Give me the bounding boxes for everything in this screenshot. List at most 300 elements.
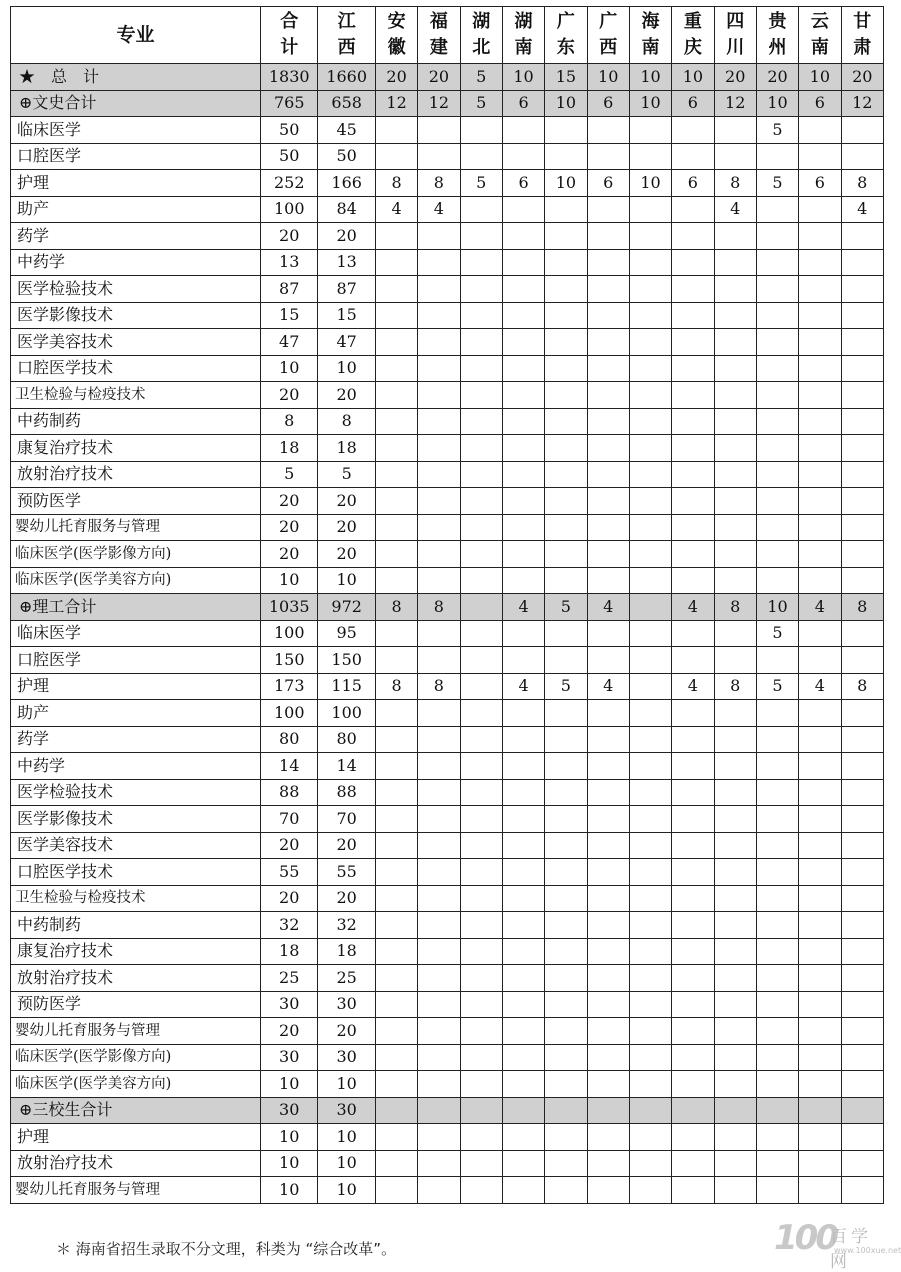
quota-cell (799, 567, 841, 594)
table-row (11, 806, 884, 833)
quota-cell: 50 (261, 143, 318, 170)
quota-cell (545, 1177, 587, 1204)
quota-cell (629, 938, 671, 965)
quota-cell (502, 1097, 544, 1124)
table-row (11, 435, 884, 462)
quota-cell (714, 1150, 756, 1177)
quota-cell: 10 (318, 567, 375, 594)
quota-cell (672, 276, 714, 303)
quota-cell (375, 1150, 417, 1177)
table-row (11, 938, 884, 965)
quota-cell (714, 223, 756, 250)
quota-cell: 5 (756, 620, 798, 647)
quota-cell (799, 1097, 841, 1124)
quota-cell (841, 806, 883, 833)
quota-cell (502, 408, 544, 435)
quota-cell (545, 1097, 587, 1124)
quota-cell (629, 832, 671, 859)
quota-cell: 8 (418, 673, 460, 700)
quota-cell (418, 1018, 460, 1045)
quota-cell (799, 991, 841, 1018)
quota-cell: 15 (545, 64, 587, 91)
quota-cell (756, 912, 798, 939)
quota-cell: 658 (318, 90, 375, 117)
quota-cell (799, 541, 841, 568)
quota-cell (418, 1044, 460, 1071)
quota-cell (375, 1124, 417, 1151)
quota-cell (714, 461, 756, 488)
quota-cell (756, 1097, 798, 1124)
quota-cell: 166 (318, 170, 375, 197)
quota-cell (799, 965, 841, 992)
quota-cell (460, 1177, 502, 1204)
quota-cell (587, 541, 629, 568)
quota-cell (841, 620, 883, 647)
quota-cell (545, 991, 587, 1018)
header-col-11 (756, 7, 798, 64)
quota-cell: 8 (418, 594, 460, 621)
quota-cell: 5 (318, 461, 375, 488)
quota-cell: 10 (318, 1071, 375, 1098)
quota-cell (418, 832, 460, 859)
header-col-10 (714, 7, 756, 64)
quota-cell (545, 408, 587, 435)
table-header-row (11, 7, 884, 64)
quota-cell: 4 (375, 196, 417, 223)
quota-cell (502, 302, 544, 329)
quota-cell (629, 143, 671, 170)
header-col-9 (672, 7, 714, 64)
quota-cell: 18 (261, 938, 318, 965)
quota-cell (545, 620, 587, 647)
quota-cell (545, 435, 587, 462)
major-name: 医学美容技术 (11, 329, 261, 356)
quota-cell: 20 (318, 488, 375, 515)
quota-cell (587, 1177, 629, 1204)
quota-cell (799, 382, 841, 409)
quota-cell (672, 196, 714, 223)
quota-cell (587, 276, 629, 303)
quota-cell (587, 329, 629, 356)
quota-cell (460, 885, 502, 912)
quota-cell (672, 859, 714, 886)
quota-cell: 10 (502, 64, 544, 91)
quota-cell (587, 1018, 629, 1045)
quota-cell: 8 (418, 170, 460, 197)
quota-cell (418, 382, 460, 409)
header-col-char: 四 (726, 11, 745, 32)
quota-cell: 972 (318, 594, 375, 621)
quota-cell (460, 355, 502, 382)
header-col-char: 云 (810, 11, 829, 32)
subtotal-row (11, 64, 884, 91)
quota-cell (502, 991, 544, 1018)
quota-cell (587, 302, 629, 329)
quota-cell (418, 461, 460, 488)
quota-cell (714, 302, 756, 329)
quota-cell (502, 382, 544, 409)
quota-cell (545, 938, 587, 965)
quota-cell (418, 912, 460, 939)
quota-cell (375, 753, 417, 780)
quota-cell: 150 (261, 647, 318, 674)
watermark-name: 百学网 (830, 1227, 872, 1272)
quota-cell (460, 276, 502, 303)
quota-cell (629, 620, 671, 647)
quota-cell (629, 859, 671, 886)
table-row (11, 567, 884, 594)
quota-cell (714, 567, 756, 594)
quota-cell (629, 753, 671, 780)
quota-cell (714, 514, 756, 541)
quota-cell: 5 (460, 170, 502, 197)
table-row (11, 753, 884, 780)
header-major: 专业 (11, 7, 261, 64)
table-row (11, 329, 884, 356)
quota-cell (841, 276, 883, 303)
quota-cell (629, 329, 671, 356)
quota-cell (460, 488, 502, 515)
major-name: 预防医学 (11, 991, 261, 1018)
quota-cell (418, 302, 460, 329)
watermark-logo (772, 1218, 901, 1272)
quota-cell (587, 912, 629, 939)
quota-cell (629, 117, 671, 144)
quota-cell (799, 1124, 841, 1151)
quota-cell (502, 647, 544, 674)
quota-cell (672, 117, 714, 144)
quota-cell (502, 938, 544, 965)
table-row (11, 1177, 884, 1204)
major-name: 医学影像技术 (11, 302, 261, 329)
quota-cell (460, 594, 502, 621)
quota-cell (756, 779, 798, 806)
major-name: 护理 (11, 1124, 261, 1151)
table-row (11, 991, 884, 1018)
quota-cell (756, 1018, 798, 1045)
quota-cell: 10 (261, 1177, 318, 1204)
quota-cell (587, 1150, 629, 1177)
major-name: 放射治疗技术 (11, 965, 261, 992)
quota-cell (418, 1071, 460, 1098)
quota-cell (629, 408, 671, 435)
quota-cell (502, 965, 544, 992)
quota-cell (460, 991, 502, 1018)
quota-cell (756, 965, 798, 992)
quota-cell (587, 408, 629, 435)
quota-cell (545, 541, 587, 568)
quota-cell (502, 329, 544, 356)
quota-cell: 20 (318, 223, 375, 250)
major-name: 口腔医学技术 (11, 859, 261, 886)
quota-cell: 4 (502, 673, 544, 700)
quota-cell: 47 (261, 329, 318, 356)
quota-cell (375, 1071, 417, 1098)
quota-cell (629, 196, 671, 223)
quota-cell (375, 488, 417, 515)
quota-cell: 20 (318, 514, 375, 541)
quota-cell (799, 1044, 841, 1071)
quota-cell (841, 223, 883, 250)
quota-cell (545, 859, 587, 886)
quota-cell (587, 567, 629, 594)
quota-cell (587, 1097, 629, 1124)
table-row (11, 514, 884, 541)
quota-cell: 13 (261, 249, 318, 276)
quota-cell (375, 647, 417, 674)
quota-cell (756, 276, 798, 303)
quota-cell (502, 461, 544, 488)
table-row (11, 1124, 884, 1151)
quota-cell: 10 (261, 567, 318, 594)
quota-cell (714, 382, 756, 409)
major-name: 临床医学 (11, 117, 261, 144)
quota-cell: 20 (318, 832, 375, 859)
header-col-char: 广 (556, 11, 575, 32)
quota-cell (672, 488, 714, 515)
quota-cell: 4 (799, 594, 841, 621)
header-col-char: 贵 (768, 11, 787, 32)
table-body (11, 64, 884, 1204)
quota-cell (375, 806, 417, 833)
quota-cell (629, 1044, 671, 1071)
quota-cell (460, 1044, 502, 1071)
quota-cell (799, 514, 841, 541)
quota-cell (629, 1124, 671, 1151)
quota-cell: 80 (318, 726, 375, 753)
quota-cell: 8 (261, 408, 318, 435)
quota-cell: 10 (261, 355, 318, 382)
quota-cell: 20 (318, 382, 375, 409)
table-row (11, 223, 884, 250)
quota-cell: 15 (318, 302, 375, 329)
quota-cell: 100 (261, 196, 318, 223)
quota-cell: 150 (318, 647, 375, 674)
quota-cell (502, 1150, 544, 1177)
watermark-number: 100 (774, 1218, 836, 1258)
quota-cell (756, 223, 798, 250)
quota-cell (375, 461, 417, 488)
quota-cell (714, 329, 756, 356)
quota-cell: 4 (587, 673, 629, 700)
quota-cell (672, 461, 714, 488)
major-name: 康复治疗技术 (11, 435, 261, 462)
quota-cell (672, 143, 714, 170)
quota-cell (460, 1150, 502, 1177)
quota-cell: 20 (261, 514, 318, 541)
quota-cell (756, 806, 798, 833)
quota-cell (629, 302, 671, 329)
quota-cell (841, 514, 883, 541)
table-row (11, 965, 884, 992)
quota-cell (375, 143, 417, 170)
quota-cell (629, 249, 671, 276)
quota-cell (460, 1071, 502, 1098)
quota-cell: 25 (318, 965, 375, 992)
quota-cell (841, 779, 883, 806)
quota-cell (587, 620, 629, 647)
quota-cell (799, 912, 841, 939)
quota-cell (545, 488, 587, 515)
quota-cell (672, 1071, 714, 1098)
quota-cell (375, 329, 417, 356)
quota-cell (714, 1177, 756, 1204)
quota-cell (841, 832, 883, 859)
quota-cell: 88 (261, 779, 318, 806)
quota-cell (799, 859, 841, 886)
quota-cell (545, 302, 587, 329)
quota-cell (460, 382, 502, 409)
quota-cell (672, 753, 714, 780)
quota-cell: 12 (714, 90, 756, 117)
quota-cell: 6 (799, 90, 841, 117)
major-name: 医学影像技术 (11, 806, 261, 833)
quota-cell (545, 355, 587, 382)
quota-cell (629, 726, 671, 753)
table-row (11, 461, 884, 488)
table-row (11, 673, 884, 700)
quota-cell (756, 435, 798, 462)
quota-cell (672, 806, 714, 833)
quota-cell (799, 461, 841, 488)
quota-cell: 10 (587, 64, 629, 91)
major-name: 医学美容技术 (11, 832, 261, 859)
header-col-char: 州 (768, 37, 787, 58)
header-col-char: 肃 (853, 37, 872, 58)
quota-cell (714, 1071, 756, 1098)
quota-cell (629, 567, 671, 594)
quota-cell (418, 488, 460, 515)
quota-cell: 47 (318, 329, 375, 356)
quota-cell: 20 (318, 1018, 375, 1045)
quota-cell (587, 435, 629, 462)
quota-cell (672, 620, 714, 647)
quota-cell (799, 700, 841, 727)
quota-cell (545, 647, 587, 674)
quota-cell (714, 1124, 756, 1151)
quota-cell (375, 408, 417, 435)
quota-cell: 10 (318, 355, 375, 382)
quota-cell (841, 859, 883, 886)
quota-cell: 5 (756, 170, 798, 197)
quota-cell (418, 143, 460, 170)
quota-cell: 12 (375, 90, 417, 117)
quota-cell (418, 647, 460, 674)
quota-cell (714, 435, 756, 462)
quota-cell (629, 594, 671, 621)
quota-cell (756, 700, 798, 727)
major-name: 口腔医学技术 (11, 355, 261, 382)
quota-cell (460, 726, 502, 753)
quota-cell (502, 912, 544, 939)
header-col-char: 徽 (387, 37, 406, 58)
quota-cell (799, 885, 841, 912)
quota-cell: 30 (261, 1097, 318, 1124)
quota-cell: 10 (318, 1124, 375, 1151)
quota-cell (672, 647, 714, 674)
quota-cell: 30 (261, 991, 318, 1018)
quota-cell (841, 1177, 883, 1204)
header-col-4 (460, 7, 502, 64)
quota-cell (460, 965, 502, 992)
quota-cell: 6 (799, 170, 841, 197)
quota-cell (841, 329, 883, 356)
quota-cell (756, 382, 798, 409)
quota-cell (841, 117, 883, 144)
quota-cell (841, 461, 883, 488)
quota-cell (629, 779, 671, 806)
quota-cell (799, 355, 841, 382)
quota-cell (629, 1071, 671, 1098)
quota-cell (629, 382, 671, 409)
quota-cell (418, 965, 460, 992)
table-row (11, 488, 884, 515)
quota-cell (587, 382, 629, 409)
quota-cell (756, 832, 798, 859)
quota-cell: 18 (261, 435, 318, 462)
quota-cell (418, 408, 460, 435)
quota-cell (799, 779, 841, 806)
quota-cell (841, 143, 883, 170)
subtotal-row (11, 90, 884, 117)
quota-cell (460, 1018, 502, 1045)
quota-cell (756, 408, 798, 435)
quota-cell (587, 965, 629, 992)
quota-cell (460, 938, 502, 965)
quota-cell (460, 779, 502, 806)
table-row (11, 408, 884, 435)
quota-cell (502, 1044, 544, 1071)
quota-cell (672, 1018, 714, 1045)
quota-cell (587, 938, 629, 965)
quota-cell (418, 276, 460, 303)
quota-cell (841, 382, 883, 409)
quota-cell (629, 912, 671, 939)
quota-cell (672, 329, 714, 356)
header-col-char: 南 (641, 37, 660, 58)
major-name: 口腔医学 (11, 143, 261, 170)
major-name: 临床医学(医学美容方向) (11, 567, 261, 594)
quota-cell: 1830 (261, 64, 318, 91)
quota-cell (418, 1177, 460, 1204)
quota-cell (841, 647, 883, 674)
major-name: 康复治疗技术 (11, 938, 261, 965)
quota-cell: 765 (261, 90, 318, 117)
quota-cell (502, 488, 544, 515)
quota-cell (841, 408, 883, 435)
quota-cell (841, 912, 883, 939)
quota-cell (629, 276, 671, 303)
quota-cell (756, 726, 798, 753)
quota-cell (587, 514, 629, 541)
header-col-char: 西 (337, 37, 356, 58)
table-row (11, 143, 884, 170)
quota-cell (545, 249, 587, 276)
quota-cell (375, 1097, 417, 1124)
table-row (11, 1071, 884, 1098)
quota-cell (375, 276, 417, 303)
quota-cell: 5 (261, 461, 318, 488)
quota-cell (418, 435, 460, 462)
header-col-char: 川 (726, 37, 745, 58)
quota-cell (841, 1150, 883, 1177)
quota-cell: 8 (841, 594, 883, 621)
quota-cell: 20 (318, 541, 375, 568)
quota-cell (418, 859, 460, 886)
quota-cell (418, 700, 460, 727)
quota-cell (587, 779, 629, 806)
quota-cell (672, 991, 714, 1018)
